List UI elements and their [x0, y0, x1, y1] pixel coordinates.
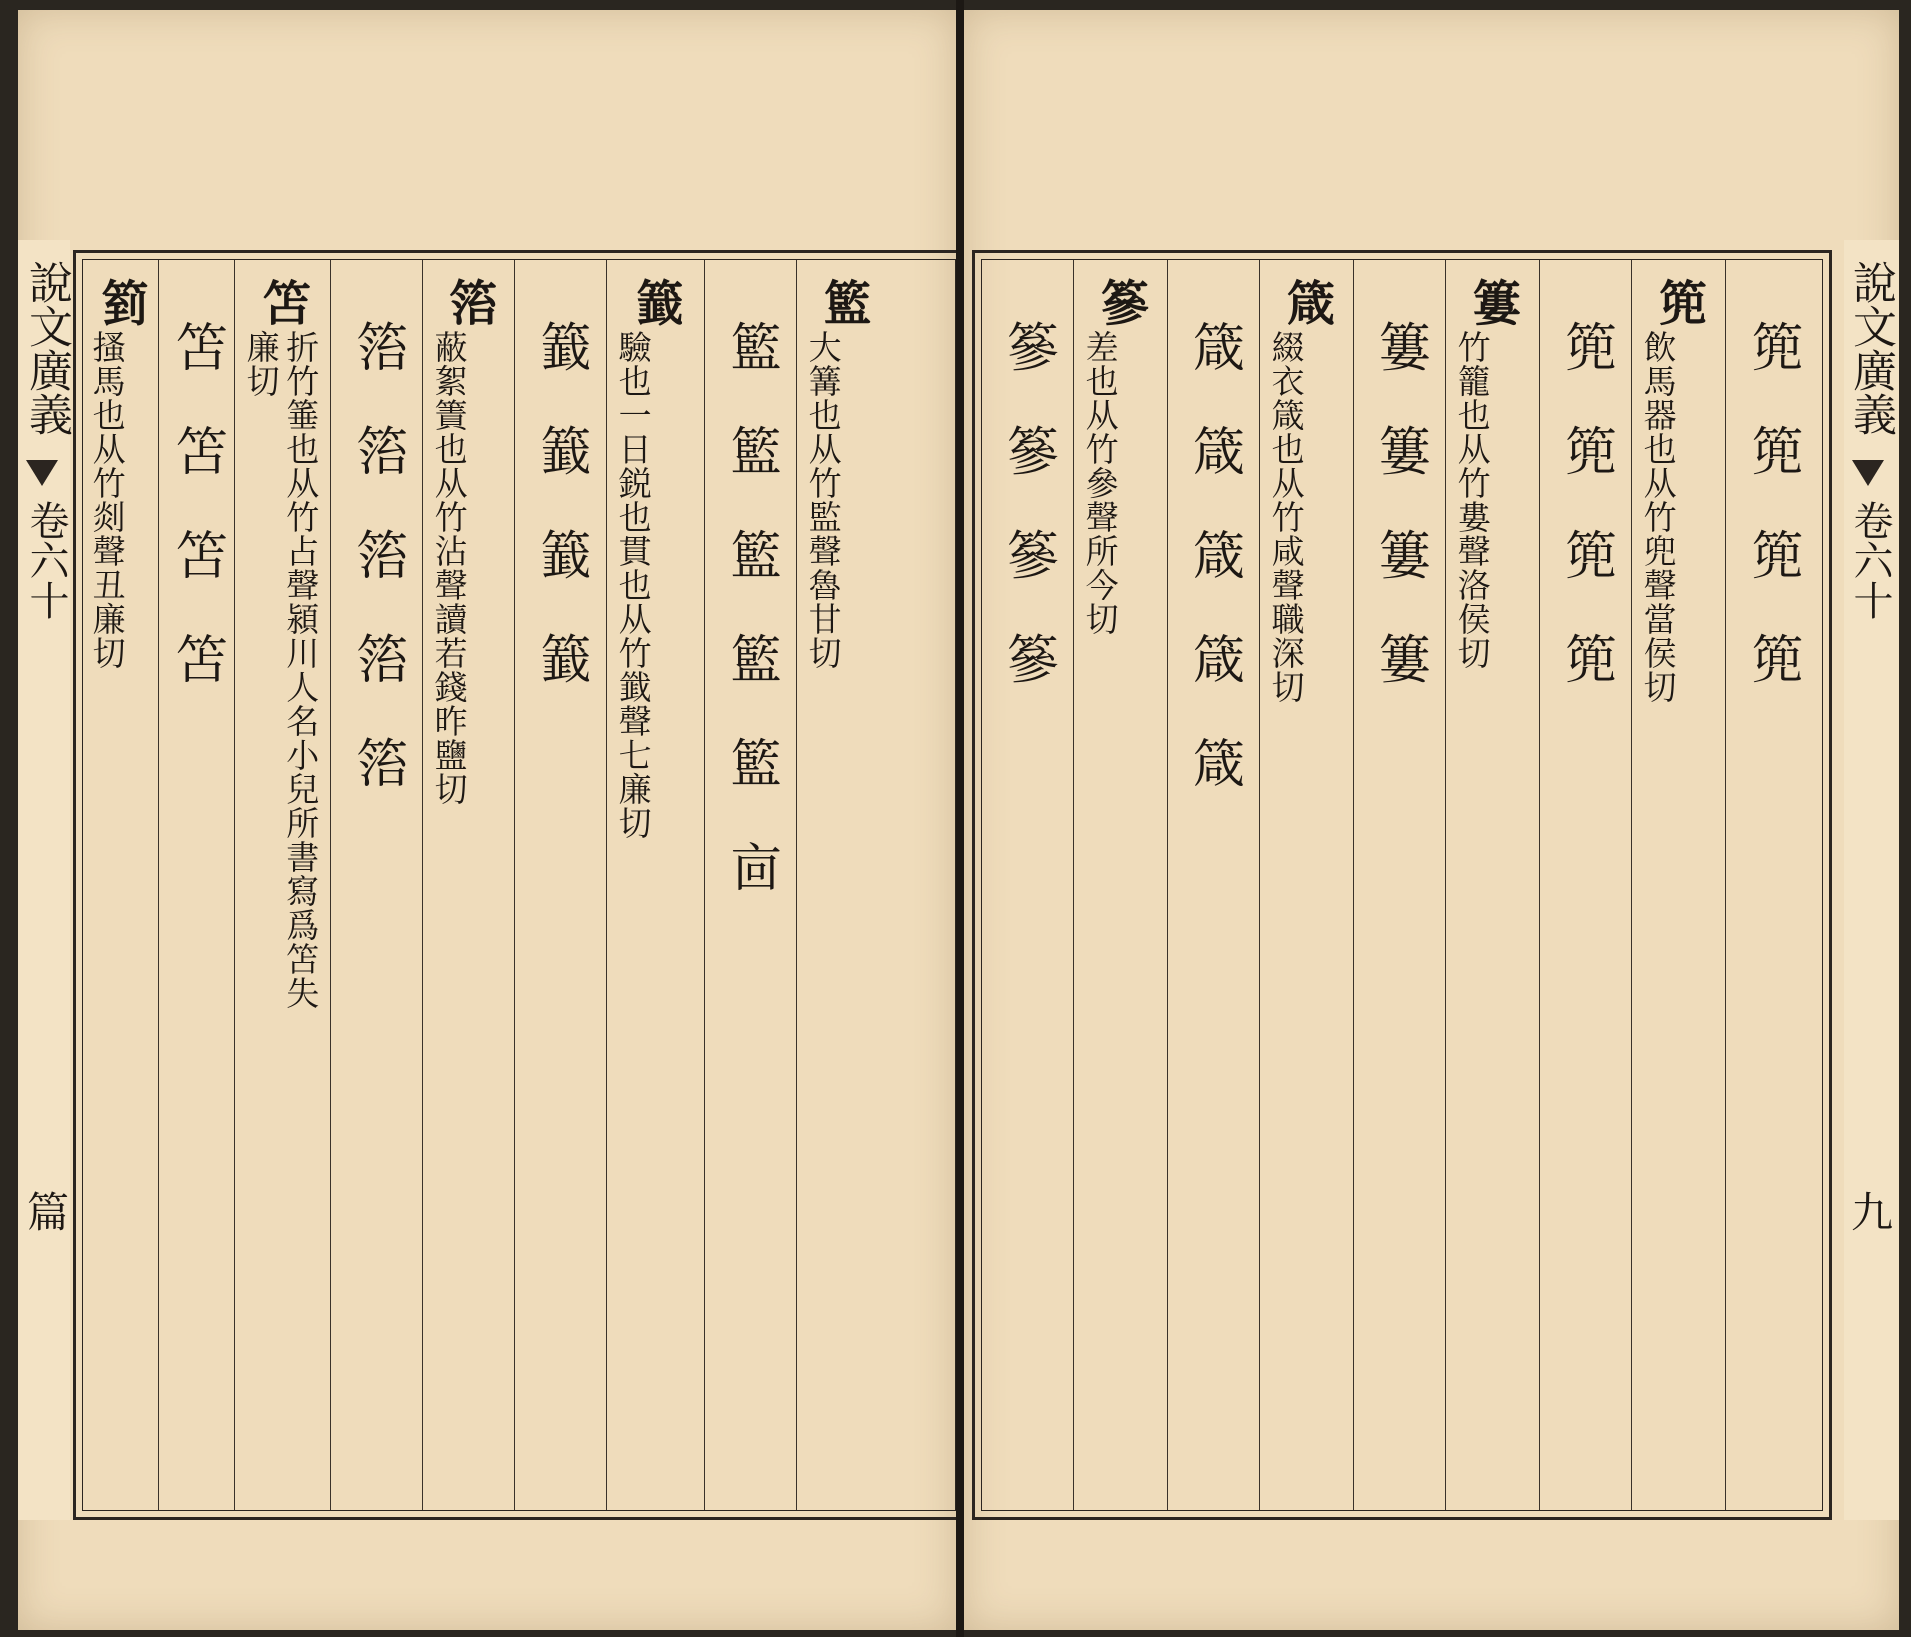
column-8 [1632, 260, 1726, 1510]
entry-gloss: 驗也一日鋭也貫也从竹韱聲七廉切 [613, 330, 653, 840]
entry-head: 簍 [1464, 278, 1521, 326]
column-6 [331, 260, 423, 1510]
left-margin-title: 說文廣義 [21, 260, 72, 436]
entry-gloss: 綴衣箴也从竹咸聲職深切 [1266, 330, 1306, 704]
column-7 [235, 260, 331, 1510]
entry-gloss: 大篝也从竹監聲魯甘切 [803, 330, 843, 670]
entry-head: 籃 [815, 278, 871, 326]
book-gutter [956, 0, 964, 1637]
column-9 [1726, 260, 1818, 1510]
entry-gloss: 搔馬也从竹剡聲丑廉切 [87, 330, 127, 670]
right-margin-page: 九 [1845, 1190, 1894, 1232]
column-1 [982, 260, 1074, 1510]
seal-forms: 籃籃籃籃籃㐭 [720, 320, 781, 944]
entry-head: 箴 [1278, 278, 1335, 326]
left-margin-page: 篇 [21, 1190, 70, 1232]
entry-head: 篼 [1650, 278, 1707, 326]
column-1 [797, 260, 889, 1510]
entry-gloss: 飲馬器也从竹兜聲當侯切 [1638, 330, 1678, 704]
seal-forms: 箴箴箴箴箴 [1183, 320, 1244, 840]
column-3 [1168, 260, 1260, 1510]
entry-head: 箌 [92, 278, 149, 326]
column-3 [607, 260, 705, 1510]
column-9 [83, 260, 159, 1510]
right-text-frame [972, 250, 1832, 1520]
entry-head: 箈 [440, 278, 497, 326]
fish-tail-mark [1852, 460, 1884, 486]
fish-tail-mark [26, 460, 58, 486]
left-text-frame [73, 250, 965, 1520]
entry-gloss: 差也从竹參聲所今切 [1080, 330, 1120, 636]
entry-gloss: 竹籠也从竹婁聲洛侯切 [1452, 330, 1492, 670]
column-2 [1074, 260, 1168, 1510]
column-5 [1354, 260, 1446, 1510]
left-page [18, 10, 956, 1630]
seal-forms: 籖籖籖籖 [530, 320, 591, 736]
seal-forms: 篼篼篼篼 [1742, 320, 1802, 736]
column-6 [1446, 260, 1540, 1510]
entry-head: 笘 [254, 278, 311, 326]
column-2 [705, 260, 797, 1510]
seal-forms: 篼篼篼篼 [1555, 320, 1616, 736]
column-5 [423, 260, 515, 1510]
right-margin-title: 說文廣義 [1845, 260, 1896, 436]
seal-forms: 箈箈箈箈箈 [346, 320, 407, 840]
column-4 [1260, 260, 1354, 1510]
seal-forms: 篸篸篸篸 [997, 320, 1058, 736]
column-4 [515, 260, 607, 1510]
seal-forms: 笘笘笘笘 [166, 320, 227, 736]
left-margin-volume: 卷六十 [23, 500, 69, 620]
right-page [964, 10, 1899, 1630]
right-margin-volume: 卷六十 [1847, 500, 1893, 620]
entry-head: 籖 [627, 278, 684, 326]
column-7 [1540, 260, 1632, 1510]
seal-forms: 簍簍簍簍 [1369, 320, 1430, 736]
entry-gloss: 折竹箠也从竹占聲潁川人名小兒所書寫爲笘失廉切 [241, 330, 321, 1010]
column-8 [159, 260, 235, 1510]
entry-head: 篸 [1092, 278, 1149, 326]
entry-gloss: 蔽絮簀也从竹沾聲讀若錢昨鹽切 [429, 330, 469, 806]
